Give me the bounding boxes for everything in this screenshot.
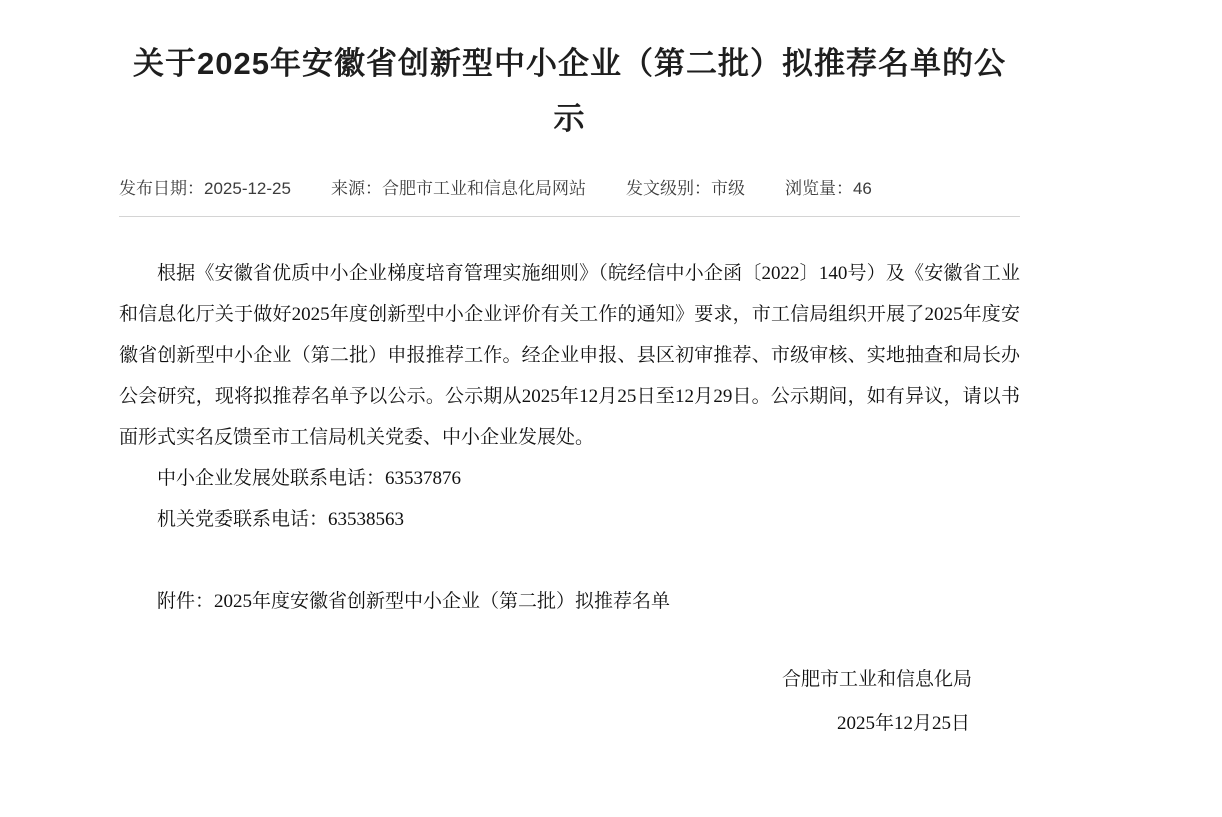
contact-sme-line: 中小企业发展处联系电话：63537876 — [157, 468, 462, 489]
publish-date-label: 发布日期： — [119, 179, 204, 198]
main-paragraph: 根据《安徽省优质中小企业梯度培育管理实施细则》（皖经信中小企函〔2022〕140号）及《安徽省工业和信息化厅关于做好2025年度创新型中小企业评价有关工作的通知》要求，市工信局组织开展了2025年度安徽省创新型中小企业（第二批）申报推荐工作。经企业申报、县区初审推荐、市级审核、实地抽查和局长办公会研究，现将拟推荐名单予以公示。公示期从2025年12月25日至12月29日。公示期间，如有异议，请以书面形式实名反馈至市工信局机关党委、中小企业发展处。 — [119, 263, 1020, 448]
attachment-line: 附件：2025年度安徽省创新型中小企业（第二批）拟推荐名单 — [157, 591, 671, 612]
meta-divider — [119, 216, 1020, 217]
source-value: 合肥市工业和信息化局网站 — [381, 179, 586, 198]
meta-doc-level — [626, 174, 745, 199]
view-count-label: 浏览量： — [784, 179, 853, 198]
view-count-value: 46 — [852, 179, 872, 198]
meta-publish-date — [119, 174, 291, 199]
meta-source — [331, 174, 586, 199]
article-meta-row — [119, 174, 1020, 199]
contact-party-line: 机关党委联系电话：63538563 — [157, 509, 405, 530]
signature-block — [119, 658, 1020, 746]
announcement-article — [119, 0, 1020, 746]
doc-level-value: 市级 — [710, 179, 745, 198]
article-body — [119, 253, 1020, 746]
source-label: 来源： — [330, 179, 382, 198]
signature-organization: 合肥市工业和信息化局 — [781, 669, 972, 690]
meta-view-count — [785, 174, 872, 199]
signature-date: 2025年12月25日 — [836, 713, 970, 734]
page-title: 关于2025年安徽省创新型中小企业（第二批）拟推荐名单的公示 — [133, 46, 1006, 136]
publish-date-value: 2025-12-25 — [204, 179, 291, 198]
doc-level-label: 发文级别： — [625, 179, 711, 198]
